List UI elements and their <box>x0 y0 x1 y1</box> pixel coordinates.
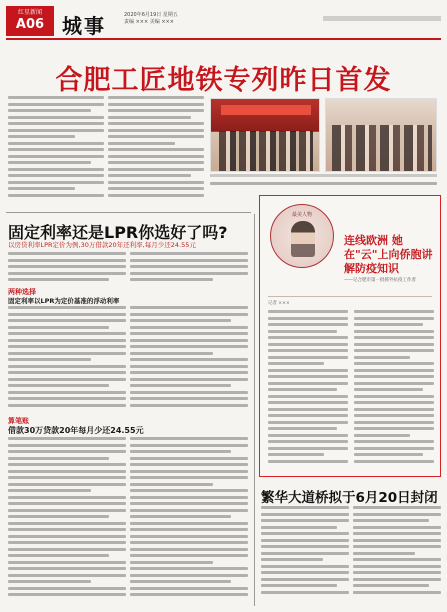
column-divider <box>254 214 255 606</box>
feature-col-2 <box>354 310 434 474</box>
story2-section-b-title: 借款30万贷款20年每月少还24.55元 <box>8 426 144 435</box>
story2-col-4 <box>130 437 248 607</box>
feature-subtitle: ——记合肥市第一批援外抗疫工作者 <box>344 278 416 283</box>
feature-col-1 <box>268 310 348 474</box>
lead-story-col-2 <box>108 96 204 206</box>
story2-col-3 <box>8 437 126 607</box>
section-divider-1 <box>6 212 251 213</box>
badge-publication: 红星新闻 <box>17 9 42 16</box>
story2-section-a-title: 固定利率以LPR为定价基准的浮动利率 <box>8 297 120 305</box>
lead-photo-2 <box>325 98 437 172</box>
header-meta <box>124 12 178 26</box>
stamp-label: 最美人物 <box>291 212 312 218</box>
header-date: 2020年6月19日 星期五 <box>124 12 178 18</box>
feature-byline: 记者 ××× <box>268 301 290 306</box>
page-header <box>6 6 441 40</box>
story3-col-1 <box>261 506 349 606</box>
story2-headline: 固定利率还是LPR你选好了吗? <box>8 223 228 242</box>
feature-box <box>259 195 441 477</box>
main-headline: 合肥工匠地铁专列昨日首发 <box>55 65 392 96</box>
story2-lead-col-1 <box>8 252 126 288</box>
lead-photo-1 <box>210 98 320 172</box>
story3-col-2 <box>353 506 441 606</box>
header-editor: 责编 ××× 美编 ××× <box>124 19 174 25</box>
page-badge <box>6 6 54 36</box>
lead-story-tail <box>210 182 437 192</box>
story2-section-b-label: 算笔账 <box>8 417 29 425</box>
story2-subtitle: 以房贷利率LPR定价为例,30万借款20年还利率,每月少还24.55元 <box>8 241 196 249</box>
feature-title: 连线欧洲 她在"云"上向侨胞讲解防疫知识 <box>344 234 433 275</box>
story3-headline: 繁华大道桥拟于6月20日封闭 <box>261 490 438 506</box>
header-decor-bar <box>323 16 441 21</box>
story2-col-2 <box>130 306 248 416</box>
story2-section-a-label: 两种选择 <box>8 288 36 296</box>
portrait-stamp <box>270 204 334 268</box>
section-title: 城事 <box>62 14 106 38</box>
story2-col-1 <box>8 306 126 416</box>
badge-page-number: A06 <box>15 17 45 32</box>
photo-caption <box>210 174 437 177</box>
feature-rule <box>268 296 432 297</box>
portrait-image <box>291 221 315 257</box>
lead-story-col-1 <box>8 96 104 206</box>
story2-lead-col-2 <box>130 252 248 288</box>
